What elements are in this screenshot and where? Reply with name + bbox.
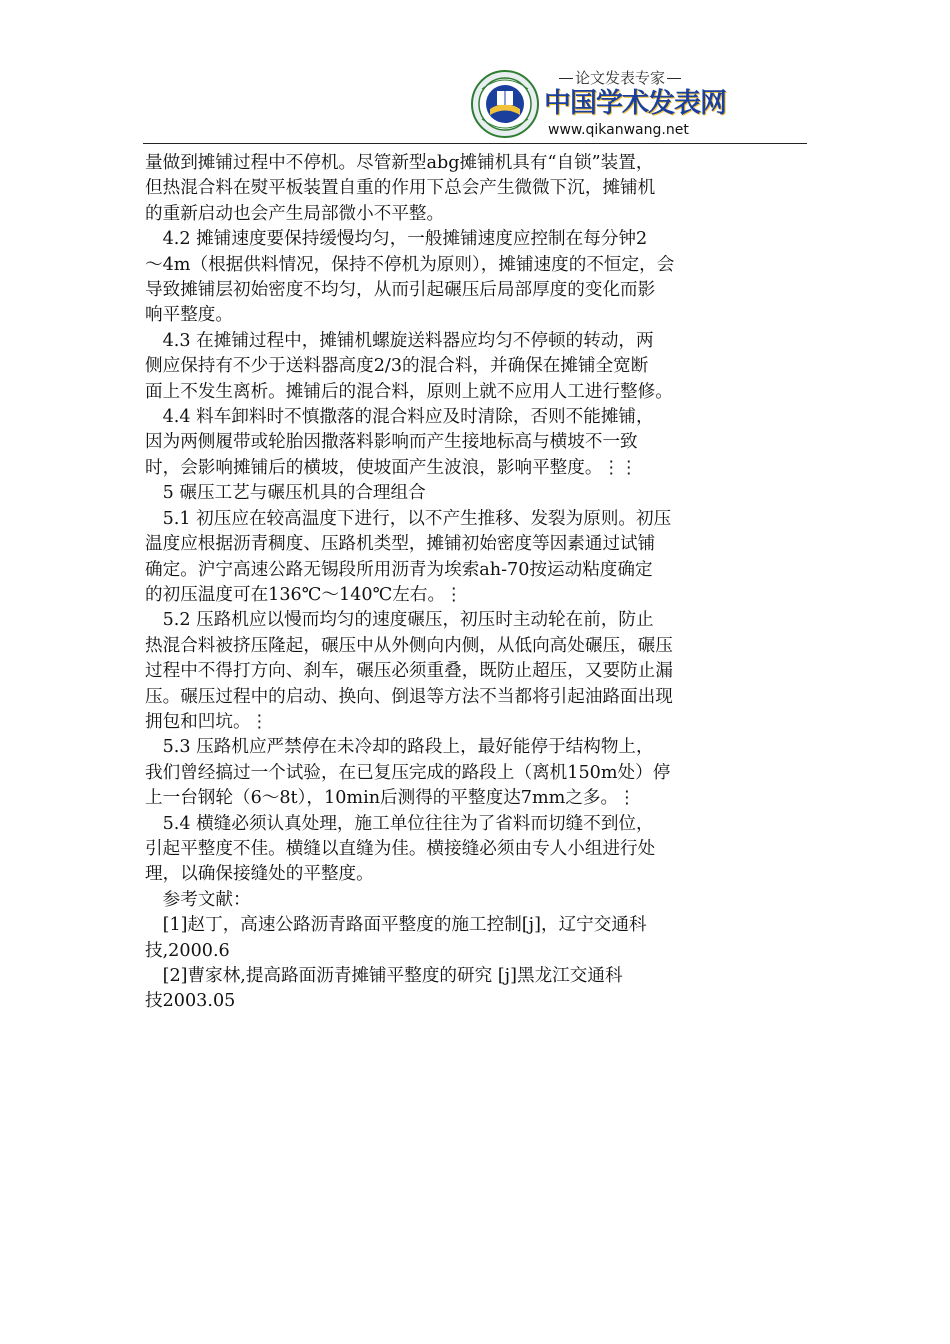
- emblem-icon: [470, 69, 540, 139]
- logo-tagline: 论文发表专家: [546, 69, 694, 87]
- reference-line: 技,2000.6: [145, 940, 230, 961]
- text-line: 导致摊铺层初始密度不均匀，从而引起碾压后局部厚度的变化而影: [145, 280, 656, 301]
- header-logo: [468, 67, 726, 141]
- text-line: 过程中不得打方向、刹车，碾压必须重叠，既防止超压，又要防止漏: [145, 661, 673, 682]
- reference-line: [1]赵丁，高速公路沥青路面平整度的施工控制[j]，辽宁交通科: [145, 915, 647, 936]
- document-body: [145, 151, 815, 1015]
- text-line: 我们曾经搞过一个试验，在已复压完成的路段上（离机150m处）停: [145, 762, 671, 783]
- text-line: 拥包和凹坑。⋮: [145, 711, 269, 732]
- text-line: ～4m（根据供料情况，保持不停机为原则），摊铺速度的不恒定，会: [145, 254, 675, 275]
- reference-line: 技2003.05: [145, 991, 236, 1012]
- section-heading: 5 碾压工艺与碾压机具的合理组合: [145, 483, 426, 504]
- text-line: 热混合料被挤压隆起，碾压中从外侧向内侧，从低向高处碾压，碾压: [145, 635, 673, 656]
- text-line: 引起平整度不佳。横缝以直缝为佳。横接缝必须由专人小组进行处: [145, 838, 656, 859]
- text-line: 压。碾压过程中的启动、换向、倒退等方法不当都将引起油路面出现: [145, 686, 673, 707]
- logo-name: 中国学术发表网: [544, 88, 726, 119]
- text-line: 5.1 初压应在较高温度下进行，以不产生推移、发裂为原则。初压: [145, 508, 672, 529]
- text-line: 量做到摊铺过程中不停机。尽管新型abg摊铺机具有“自锁”装置，: [145, 153, 654, 173]
- text-line: 4.4 料车卸料时不慎撒落的混合料应及时清除，否则不能摊铺，: [145, 407, 654, 428]
- text-line: 理，以确保接缝处的平整度。: [145, 864, 374, 885]
- text-line: 5.3 压路机应严禁停在未冷却的路段上，最好能停于结构物上，: [145, 737, 654, 758]
- text-line: 5.4 横缝必须认真处理，施工单位往往为了省料而切缝不到位，: [145, 813, 654, 834]
- text-line: 侧应保持有不少于送料器高度2/3的混合料，并确保在摊铺全宽断: [145, 356, 649, 377]
- text-line: 确定。沪宁高速公路无锡段所用沥青为埃索ah-70按运动粘度确定: [145, 559, 653, 580]
- text-line: 面上不发生离析。摊铺后的混合料，原则上就不应用人工进行整修。: [145, 381, 673, 402]
- reference-line: [2]曹家林,提高路面沥青摊铺平整度的研究 [j]黑龙江交通科: [145, 966, 623, 986]
- text-line: 因为两侧履带或轮胎因撒落料影响而产生接地标高与横坡不一致: [145, 432, 638, 453]
- header-divider: [143, 143, 807, 144]
- text-line: 4.2 摊铺速度要保持缓慢均匀，一般摊铺速度应控制在每分钟2: [145, 229, 648, 250]
- text-line: 的重新启动也会产生局部微小不平整。: [145, 203, 445, 224]
- text-line: 时，会影响摊铺后的横坡，使坡面产生波浪，影响平整度。⋮⋮: [145, 457, 638, 478]
- text-line: 上一台钢轮（6～8t），10min后测得的平整度达7mm之多。⋮: [145, 788, 636, 809]
- text-line: 5.2 压路机应以慢而均匀的速度碾压，初压时主动轮在前，防止: [145, 610, 654, 631]
- logo-url: www.qikanwang.net: [548, 122, 689, 138]
- references-heading: 参考文献：: [145, 889, 251, 910]
- text-line: 的初压温度可在136℃～140℃左右。⋮: [145, 584, 463, 605]
- text-line: 但热混合料在熨平板装置自重的作用下总会产生微微下沉，摊铺机: [145, 178, 656, 199]
- text-line: 响平整度。: [145, 305, 233, 326]
- text-line: 温度应根据沥青稠度、压路机类型，摊铺初始密度等因素通过试铺: [145, 534, 656, 555]
- text-line: 4.3 在摊铺过程中，摊铺机螺旋送料器应均匀不停顿的转动，两: [145, 330, 654, 351]
